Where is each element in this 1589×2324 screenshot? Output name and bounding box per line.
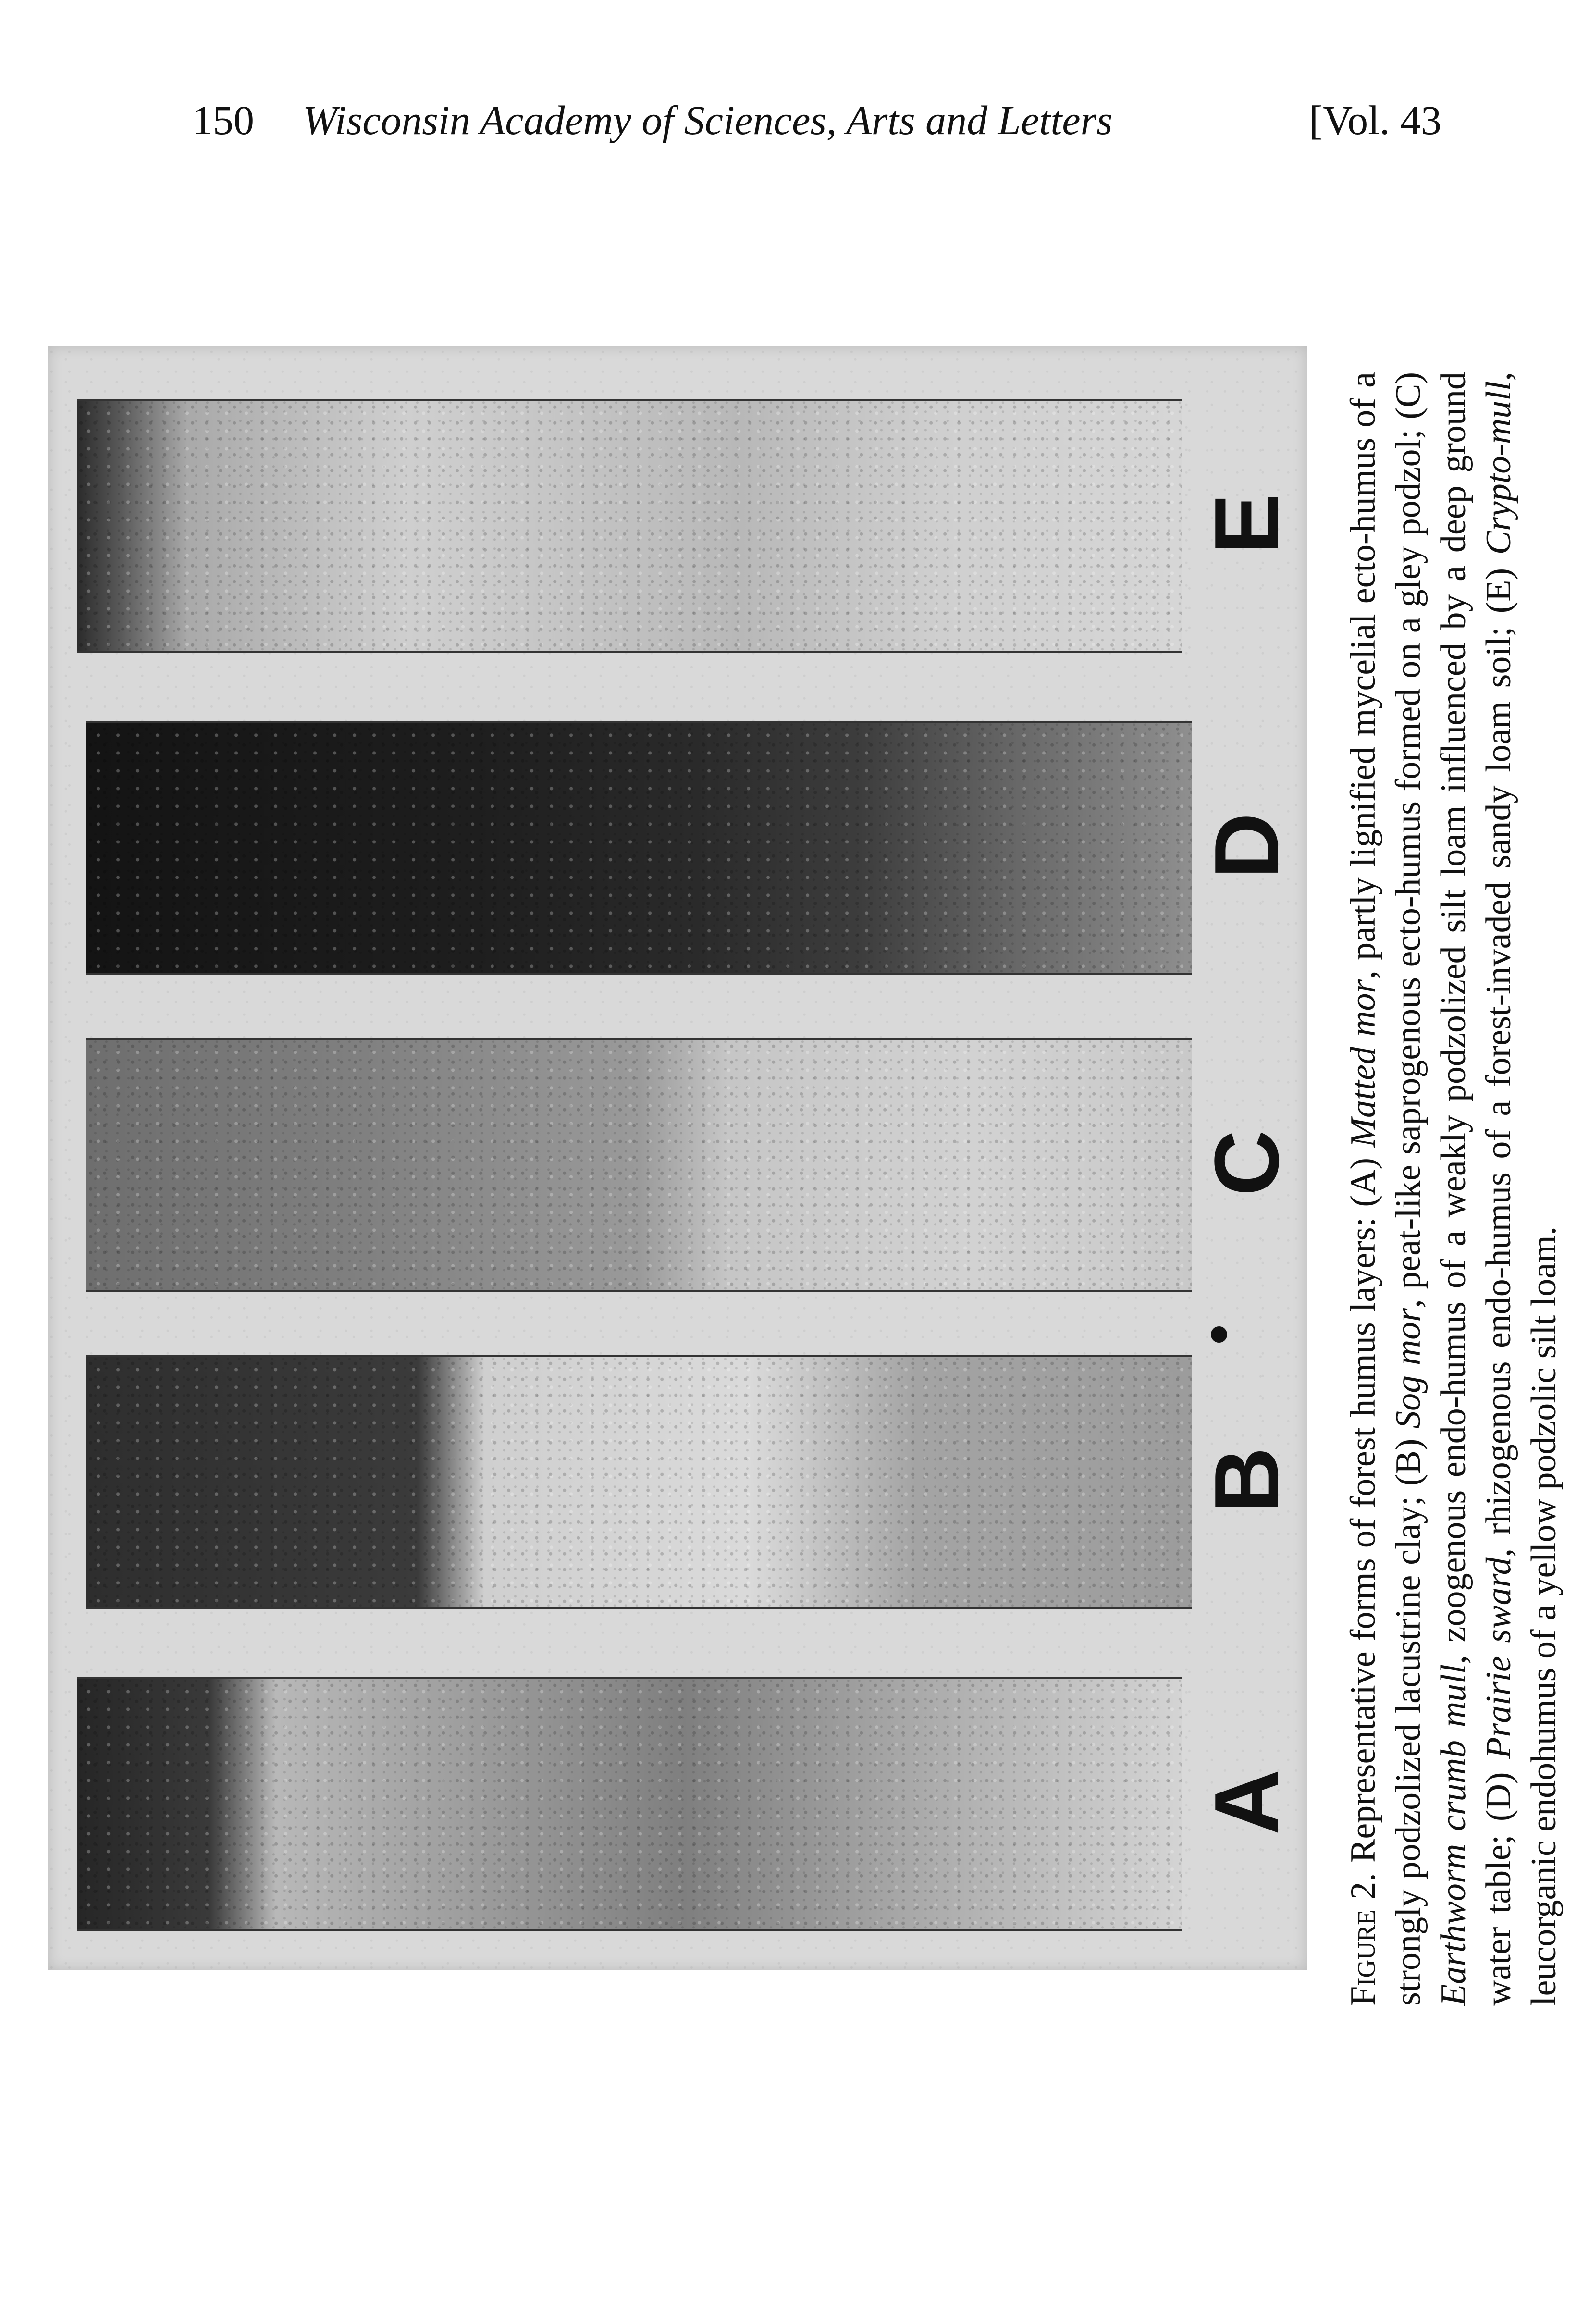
soil-texture	[77, 1679, 1182, 1929]
figure-caption	[1341, 372, 1562, 2006]
strip-label-e: E	[1196, 493, 1298, 555]
soil-strip-a	[77, 1677, 1182, 1931]
caption-text: , peat-like saprogenous ecto-humus formed on a gley podzol; (C)	[1389, 372, 1428, 1308]
caption-term-earthworm-crumb-mull: Earthworm crumb mull	[1434, 1664, 1473, 2006]
soil-texture	[77, 401, 1182, 651]
figure-label: Figure 2.	[1343, 1873, 1383, 2006]
caption-text: , leucorganic endohumus of a yellow podzolic silt loam.	[1479, 372, 1564, 2006]
caption-term-crypto-mull: Crypto-mull	[1479, 381, 1518, 555]
figure-plate-photograph	[48, 346, 1307, 1970]
soil-strip-b	[86, 1355, 1192, 1609]
strip-label-c: C	[1196, 1130, 1298, 1196]
caption-term-sog-mor: Sog mor	[1389, 1308, 1428, 1429]
soil-strip-e	[77, 399, 1182, 653]
caption-text: Representative forms of forest humus layers: (A)	[1343, 1147, 1383, 1873]
caption-text: , zoogenous endo-humus of a weakly podzolized silt loam influenced by a deep ground water table; (D)	[1434, 372, 1518, 2006]
soil-strip-d	[86, 721, 1192, 975]
journal-title: Wisconsin Academy of Sciences, Arts and Letters	[303, 97, 1113, 143]
soil-texture	[86, 1357, 1192, 1607]
strip-label-a: A	[1196, 1769, 1298, 1835]
volume-number: [Vol. 43	[1309, 97, 1441, 143]
figure-caption-container	[1341, 327, 1564, 2006]
caption-text: , rhizogenous endo-humus of a forest-invaded sandy loam soil; (E)	[1479, 555, 1518, 1558]
strip-label-d: D	[1196, 813, 1298, 879]
page-number: 150	[192, 97, 254, 143]
soil-texture	[86, 1040, 1192, 1290]
caption-text: , partly lignified mycelial ecto-humus of a strongly podzolized lacustrine clay; (B)	[1343, 372, 1428, 2006]
strip-label-b: B	[1196, 1447, 1298, 1513]
pin-dot	[1211, 1326, 1227, 1343]
soil-strip-c	[86, 1038, 1192, 1292]
caption-term-prairie-sward: Prairie sward	[1479, 1557, 1518, 1759]
soil-texture	[86, 723, 1192, 973]
running-header	[192, 87, 1441, 154]
caption-term-matted-mor: Matted mor	[1343, 979, 1383, 1148]
